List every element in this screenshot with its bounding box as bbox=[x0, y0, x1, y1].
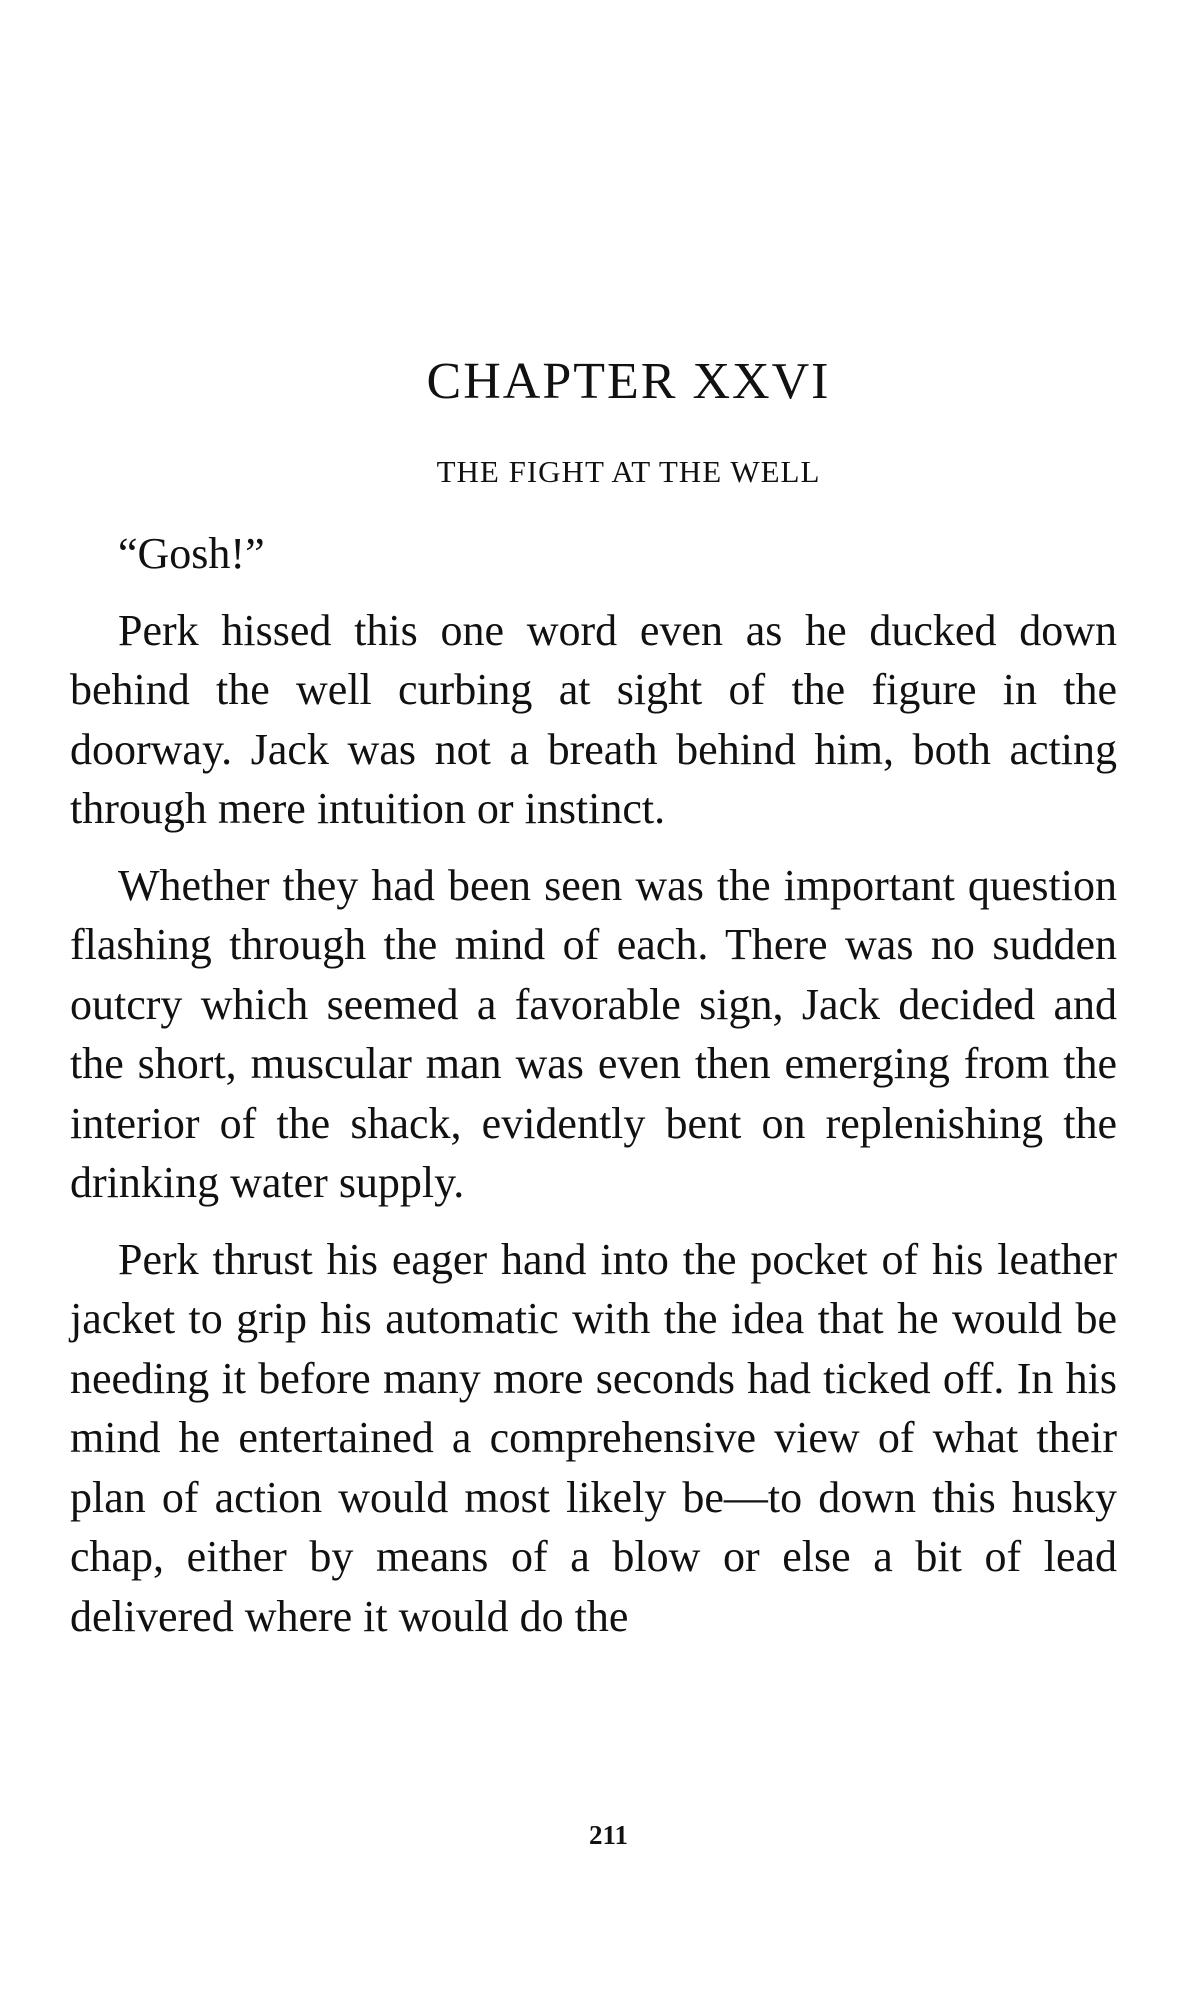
paragraph-exclamation: “Gosh!” bbox=[118, 529, 265, 578]
page-number: 211 bbox=[588, 1820, 628, 1850]
paragraph: Whether they had been seen was the important question flashing through the mind of each. There was no sudden outcry which seemed a favorable sign, Jack decided and the short, muscular man was even then emerging from the interior of the shack, evidently bent on replenishing the drinking water supply. bbox=[70, 860, 1117, 1207]
paragraph: Perk hissed this one word even as he ducked down behind the well curbing at sight of the figure in the doorway. Jack was not a breath behind him, both acting through mere intuition or instinct. bbox=[70, 605, 1117, 833]
chapter-subtitle: THE FIGHT AT THE WELL bbox=[436, 454, 821, 489]
paragraph: Perk thrust his eager hand into the pocket of his leather jacket to grip his automatic with the idea that he would be needing it before many more seconds had ticked off. In his mind he entertained a comprehensive view of what their plan of action would most likely be—to down this husky chap, either by means of a blow or else a bit of lead delivered where it would do the bbox=[70, 1234, 1117, 1641]
body-text bbox=[70, 524, 1117, 1646]
chapter-heading: CHAPTER XXVI bbox=[426, 353, 831, 410]
